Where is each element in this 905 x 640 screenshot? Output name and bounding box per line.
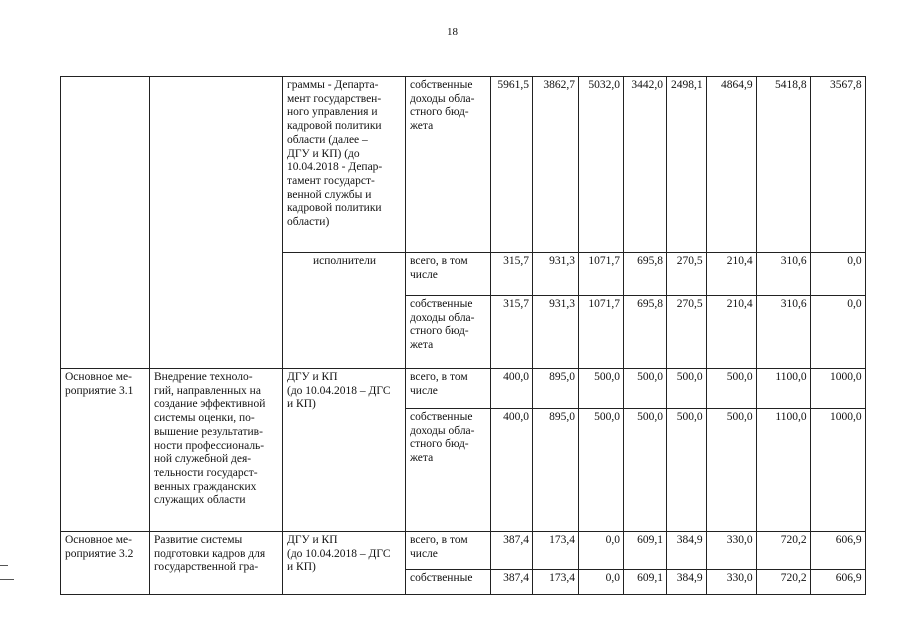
value-cell: 500,0 xyxy=(667,409,707,532)
table-row xyxy=(61,532,866,570)
value-cell: 606,9 xyxy=(810,570,865,595)
value-cell: 400,0 xyxy=(491,369,533,409)
value-cell: 210,4 xyxy=(706,253,756,296)
value-cell: 315,7 xyxy=(491,253,533,296)
executor-cell: ДГУ и КП (до 10.04.2018 – ДГС и КП) xyxy=(283,369,406,532)
value-cell: 0,0 xyxy=(579,570,624,595)
value-cell: 500,0 xyxy=(667,369,707,409)
value-cell: 387,4 xyxy=(491,570,533,595)
funding-source-cell: собственные xyxy=(406,570,491,595)
description-cell: Развитие системы подготовки кадров для государственной гра- xyxy=(150,532,283,595)
value-cell: 1000,0 xyxy=(810,369,865,409)
value-cell: 500,0 xyxy=(579,409,624,532)
value-cell: 1100,0 xyxy=(756,409,810,532)
table-row xyxy=(61,77,866,253)
value-cell: 387,4 xyxy=(491,532,533,570)
value-cell: 384,9 xyxy=(667,570,707,595)
executor-cell: граммы - Департа- мент государствен- ного управления и кадровой политики области (далее – ДГУ и КП) (до 10.04.2018 - Депар- тамент государст- венной службы и кадровой политики области) xyxy=(283,77,406,253)
value-cell: 310,6 xyxy=(756,296,810,369)
value-cell: 2498,1 xyxy=(667,77,707,253)
funding-source-cell: собственные доходы обла- стного бюд- жета xyxy=(406,77,491,253)
event-cell: Основное ме- роприятие 3.2 xyxy=(61,532,150,595)
executor-cell: исполнители xyxy=(283,253,406,369)
value-cell: 4864,9 xyxy=(706,77,756,253)
margin-mark xyxy=(0,565,8,566)
value-cell: 5418,8 xyxy=(756,77,810,253)
value-cell: 931,3 xyxy=(533,253,579,296)
funding-source-cell: всего, в том числе xyxy=(406,369,491,409)
value-cell: 310,6 xyxy=(756,253,810,296)
funding-source-cell: собственные доходы обла- стного бюд- жета xyxy=(406,409,491,532)
value-cell: 173,4 xyxy=(533,570,579,595)
value-cell: 330,0 xyxy=(706,570,756,595)
budget-table xyxy=(60,76,866,595)
value-cell: 3442,0 xyxy=(624,77,667,253)
value-cell: 609,1 xyxy=(624,532,667,570)
value-cell: 0,0 xyxy=(579,532,624,570)
value-cell: 3862,7 xyxy=(533,77,579,253)
value-cell: 500,0 xyxy=(706,369,756,409)
value-cell: 695,8 xyxy=(624,296,667,369)
page-number: 18 xyxy=(447,26,458,38)
executor-cell: ДГУ и КП (до 10.04.2018 – ДГС и КП) xyxy=(283,532,406,595)
value-cell: 5032,0 xyxy=(579,77,624,253)
value-cell: 1000,0 xyxy=(810,409,865,532)
value-cell: 720,2 xyxy=(756,570,810,595)
table-row xyxy=(61,369,866,409)
value-cell: 609,1 xyxy=(624,570,667,595)
value-cell: 0,0 xyxy=(810,296,865,369)
value-cell: 695,8 xyxy=(624,253,667,296)
value-cell: 270,5 xyxy=(667,253,707,296)
value-cell: 384,9 xyxy=(667,532,707,570)
value-cell: 931,3 xyxy=(533,296,579,369)
value-cell: 720,2 xyxy=(756,532,810,570)
description-cell: Внедрение техноло- гий, направленных на создание эффективной системы оценки, по- вышение результатив- ности профессиональ- ной служебной дея- тельности государст- венных гражданских служащих области xyxy=(150,369,283,532)
value-cell: 606,9 xyxy=(810,532,865,570)
value-cell: 1071,7 xyxy=(579,253,624,296)
value-cell: 210,4 xyxy=(706,296,756,369)
funding-source-cell: всего, в том числе xyxy=(406,532,491,570)
value-cell: 500,0 xyxy=(624,369,667,409)
value-cell: 500,0 xyxy=(624,409,667,532)
event-cell xyxy=(61,77,150,369)
value-cell: 895,0 xyxy=(533,369,579,409)
funding-source-cell: всего, в том числе xyxy=(406,253,491,296)
event-cell: Основное ме- роприятие 3.1 xyxy=(61,369,150,532)
value-cell: 895,0 xyxy=(533,409,579,532)
value-cell: 0,0 xyxy=(810,253,865,296)
value-cell: 1071,7 xyxy=(579,296,624,369)
value-cell: 5961,5 xyxy=(491,77,533,253)
funding-source-cell: собственные доходы обла- стного бюд- жета xyxy=(406,296,491,369)
value-cell: 500,0 xyxy=(579,369,624,409)
value-cell: 1100,0 xyxy=(756,369,810,409)
value-cell: 3567,8 xyxy=(810,77,865,253)
value-cell: 173,4 xyxy=(533,532,579,570)
description-cell xyxy=(150,77,283,369)
value-cell: 400,0 xyxy=(491,409,533,532)
value-cell: 330,0 xyxy=(706,532,756,570)
value-cell: 270,5 xyxy=(667,296,707,369)
value-cell: 500,0 xyxy=(706,409,756,532)
margin-mark xyxy=(0,579,14,580)
value-cell: 315,7 xyxy=(491,296,533,369)
